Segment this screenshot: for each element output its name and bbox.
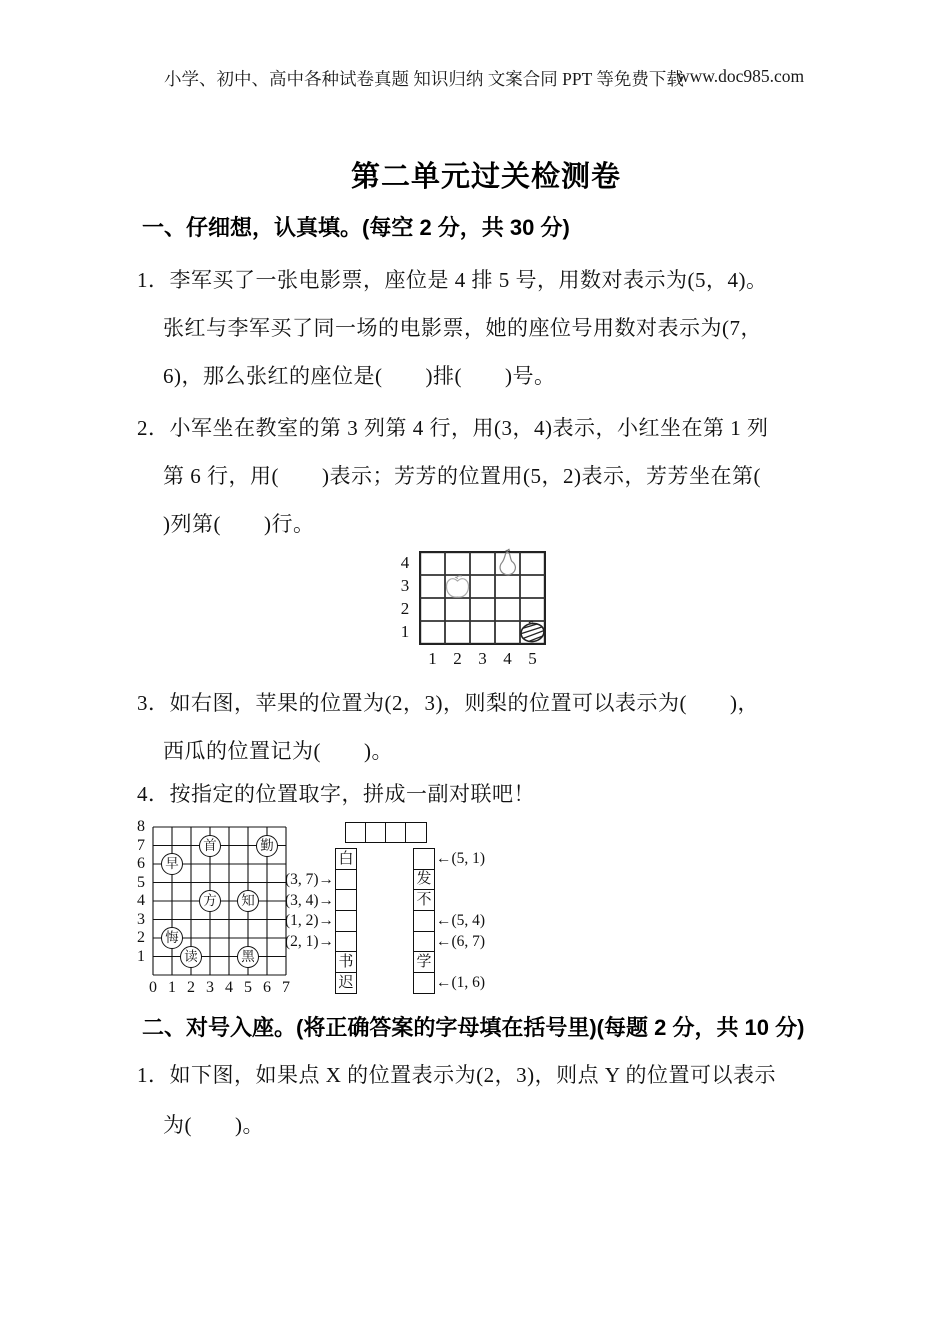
arrow-right-icon: → <box>318 912 334 929</box>
couplet-cell <box>413 931 435 953</box>
question-2-line-1: 2．小军坐在教室的第 3 列第 4 行，用(3，4)表示，小红坐在第 1 列 <box>137 416 769 440</box>
couplet-cell <box>335 889 357 911</box>
grid-piece: 首 <box>199 835 221 857</box>
y-axis-label: 5 <box>137 873 145 891</box>
coordinate-label: ←(5, 4) <box>436 912 486 929</box>
fruit-grid-row-label: 1 <box>400 621 410 641</box>
watermark-text: 小学、初中、高中各种试卷真题 知识归纳 文案合同 PPT 等免费下载 <box>164 69 684 89</box>
x-axis-label: 7 <box>282 979 290 996</box>
couplet-cell: 书 <box>335 951 357 973</box>
coordinate-label: ←(6, 7) <box>436 933 486 950</box>
arrow-right-icon: → <box>318 933 334 950</box>
grid-piece: 读 <box>180 946 202 968</box>
coordinate-label: ←(1, 6) <box>436 974 486 991</box>
y-axis-label: 2 <box>137 929 145 946</box>
fruit-grid-row-label: 4 <box>400 552 410 572</box>
grid-piece: 黑 <box>237 946 259 968</box>
arrow-right-icon: → <box>318 891 334 909</box>
arrow-right-icon: → <box>318 870 334 888</box>
x-axis-label: 4 <box>225 979 233 996</box>
couplet-cell <box>345 822 367 843</box>
couplet-cell <box>385 822 407 843</box>
grid-piece: 方 <box>199 890 221 912</box>
couplet-cell <box>413 972 435 994</box>
coordinate-label: ←(5, 1) <box>436 850 486 867</box>
coordinate-label: (2, 1)→ <box>284 933 334 950</box>
x-axis-label: 3 <box>206 979 214 996</box>
x-axis-label: 0 <box>149 979 157 996</box>
couplet-top-strip <box>345 822 427 843</box>
fruit-grid-col-label: 2 <box>453 649 462 668</box>
couplet-cell <box>335 931 357 953</box>
fruit-grid-col-label: 5 <box>528 649 537 668</box>
coordinate-label: (3, 4)→ <box>284 891 334 909</box>
watermelon-icon <box>519 620 546 644</box>
pear-icon <box>496 548 519 577</box>
apple-icon <box>444 574 471 600</box>
couplet-cell: 迟 <box>335 972 357 994</box>
grid-piece: 悔 <box>161 927 183 949</box>
grid-piece: 知 <box>237 890 259 912</box>
fruit-grid-col-label: 4 <box>503 649 512 668</box>
y-axis-label: 7 <box>137 836 145 854</box>
fruit-grid-col-label: 1 <box>428 649 437 668</box>
x-axis-label: 5 <box>244 979 252 996</box>
couplet-cell: 学 <box>413 951 435 973</box>
y-axis-label: 1 <box>137 947 145 965</box>
question-4-text: 4．按指定的位置取字，拼成一副对联吧！ <box>137 782 535 806</box>
question-1-line-2: 张红与李军买了同一场的电影票，她的座位号用数对表示为(7， <box>163 316 762 340</box>
couplet-cell <box>335 869 357 891</box>
grid-piece: 勤 <box>256 835 278 857</box>
section2-question-1-line-1: 1．如下图，如果点 X 的位置表示为(2，3)，则点 Y 的位置可以表示 <box>137 1063 777 1087</box>
couplet-cell: 白 <box>335 848 357 870</box>
y-axis-label: 4 <box>137 892 145 909</box>
fruit-grid-col-label: 3 <box>478 649 487 668</box>
couplet-cell: 不 <box>413 889 435 911</box>
couplet-cell <box>413 848 435 870</box>
coordinate-label: (1, 2)→ <box>284 912 334 929</box>
x-axis-label: 2 <box>187 979 195 996</box>
couplet-left-strip <box>335 848 357 994</box>
y-axis-label: 6 <box>137 855 145 872</box>
question-2-line-3: )列第( )行。 <box>163 512 315 536</box>
fruit-grid-row-label: 3 <box>400 575 410 595</box>
arrow-left-icon: ← <box>436 850 452 867</box>
arrow-left-icon: ← <box>436 933 452 950</box>
question-1-line-3: 6)，那么张红的座位是( )排( )号。 <box>163 364 556 388</box>
x-axis-label: 6 <box>263 979 271 996</box>
page-title: 第二单元过关检测卷 <box>350 161 622 193</box>
arrow-left-icon: ← <box>436 974 452 991</box>
fruit-grid-row-label: 2 <box>400 598 410 618</box>
couplet-cell <box>405 822 427 843</box>
x-axis-label: 1 <box>168 979 176 996</box>
grid-piece: 早 <box>161 853 183 875</box>
watermark-url: www.doc985.com <box>677 66 805 86</box>
question-3-line-2: 西瓜的位置记为( )。 <box>163 739 393 763</box>
question-3-line-1: 3．如右图，苹果的位置为(2，3)，则梨的位置可以表示为( )， <box>137 691 759 715</box>
couplet-cell: 发 <box>413 869 435 891</box>
section2-question-1-line-2: 为( )。 <box>163 1113 264 1137</box>
section-1-heading: 一、仔细想，认真填。(每空 2 分，共 30 分) <box>142 215 570 240</box>
y-axis-label: 3 <box>137 910 145 928</box>
question-1-line-1: 1．李军买了一张电影票，座位是 4 排 5 号，用数对表示为(5，4)。 <box>137 268 768 292</box>
couplet-cell <box>335 910 357 932</box>
section-2-heading: 二、对号入座。(将正确答案的字母填在括号里)(每题 2 分，共 10 分) <box>142 1015 805 1040</box>
couplet-coordinate-grid <box>137 818 290 996</box>
question-2-line-2: 第 6 行，用( )表示；芳芳的位置用(5，2)表示，芳芳坐在第( <box>163 464 761 488</box>
couplet-cell <box>413 910 435 932</box>
couplet-cell <box>365 822 387 843</box>
couplet-right-strip <box>413 848 435 994</box>
arrow-left-icon: ← <box>436 912 452 929</box>
fruit-grid-figure <box>400 551 546 668</box>
y-axis-label: 8 <box>137 818 145 835</box>
coordinate-label: (3, 7)→ <box>284 870 334 888</box>
